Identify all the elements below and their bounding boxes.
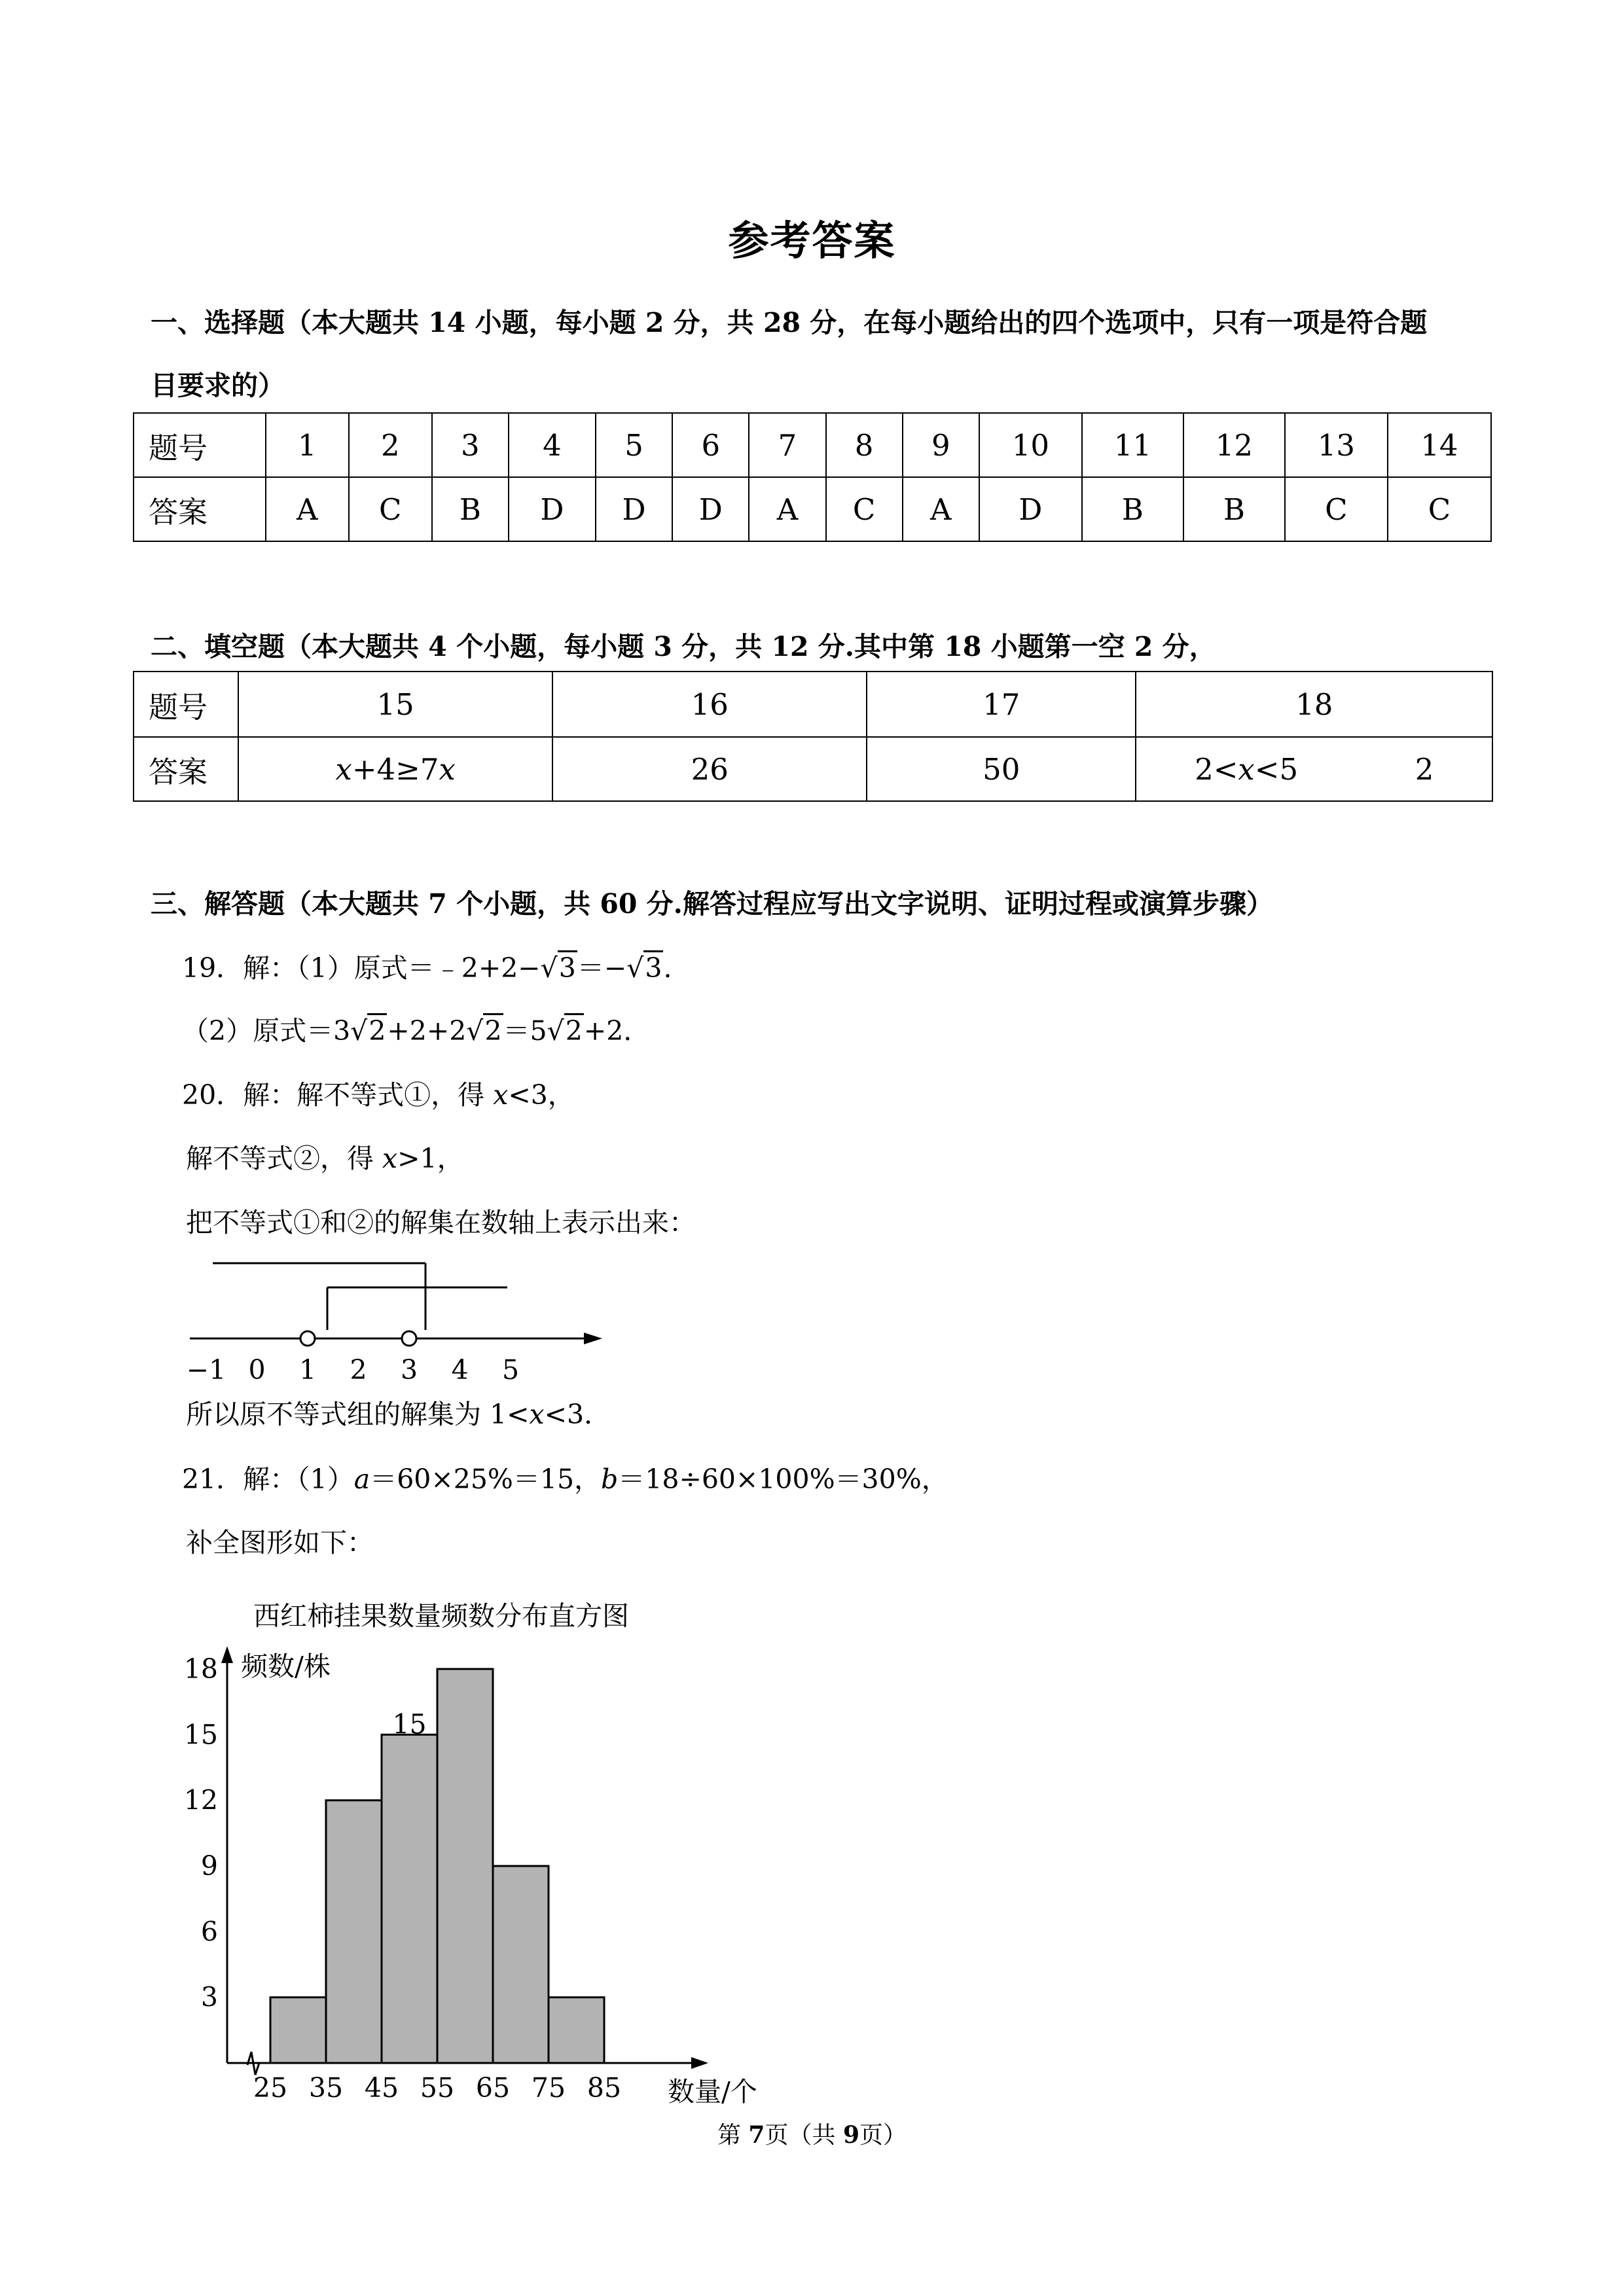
number-line-tick-label: 0	[248, 1354, 266, 1386]
radicand: 3	[558, 950, 577, 984]
q19-text: 19．解：（1）原式＝﹣2+2−	[182, 952, 541, 984]
number-line-figure	[170, 1247, 615, 1397]
y-tick-label: 15	[183, 1719, 218, 1751]
y-tick-label: 12	[183, 1784, 218, 1816]
q21-text: ＝60×25%＝15，	[370, 1463, 602, 1495]
answer-16-cell: 26	[552, 737, 866, 801]
circled-one: ①	[293, 1207, 320, 1238]
question-number-cell: 14	[1388, 413, 1491, 477]
sqrt-2: √2	[547, 1015, 584, 1047]
answer-cell: A	[266, 477, 349, 541]
var-b: b	[601, 1463, 619, 1495]
chart-title: 西红柿挂果数量频数分布直方图	[253, 1600, 629, 1632]
question-number-cell: 10	[979, 413, 1082, 477]
answer-cell: D	[596, 477, 672, 541]
answer-cell: B	[1082, 477, 1183, 541]
section1-heading-line1: 一、选择题（本大题共 14 小题，每小题 2 分，共 28 分，在每小题给出的四个选项中，只有一项是符合题	[151, 307, 1428, 338]
question-number-cell: 4	[509, 413, 596, 477]
var-x: x	[382, 1143, 398, 1174]
number-line-tick-label: 4	[451, 1354, 469, 1386]
number-line-tick-label: 2	[350, 1354, 367, 1386]
circled-two: ②	[293, 1143, 320, 1174]
q19-text: +2+2	[387, 1015, 467, 1047]
footer-text: 第	[717, 2122, 749, 2149]
sqrt-2: √2	[466, 1015, 503, 1047]
q20-text: >1，	[397, 1143, 464, 1174]
radicand: 2	[483, 1013, 503, 1047]
q19-text: ＝−	[577, 952, 627, 984]
fill-answer-row	[134, 737, 1492, 801]
fill-blank-answer-table	[133, 671, 1493, 802]
var-a: a	[353, 1463, 370, 1495]
answer-cell: D	[672, 477, 749, 541]
question-number-cell: 5	[596, 413, 672, 477]
y-axis-arrow-icon	[221, 1646, 233, 1663]
circled-two: ②	[347, 1207, 374, 1238]
page-title: 参考答案	[728, 217, 896, 264]
var-x: x	[529, 1399, 545, 1430]
row-label-answer: 答案	[134, 477, 266, 541]
q20-line3	[186, 1201, 696, 1240]
q19-part1	[182, 946, 672, 985]
sqrt-3: √3	[626, 952, 663, 984]
var-x: x	[439, 751, 456, 787]
question-number-cell: 8	[826, 413, 903, 477]
answer-18-part2: 2	[1415, 751, 1434, 787]
sqrt-2: √2	[350, 1015, 387, 1047]
x-tick-label: 55	[420, 2072, 455, 2104]
choice-number-row	[134, 413, 1491, 477]
q20-text: 把不等式	[186, 1207, 293, 1238]
y-tick-label: 3	[200, 1981, 218, 2013]
q20-text: 所以原不等式组的解集为 1<	[186, 1399, 530, 1430]
question-number-cell: 13	[1285, 413, 1388, 477]
x-tick-label: 35	[308, 2072, 344, 2104]
section3-heading: 三、解答题（本大题共 7 个小题，共 60 分.解答过程应写出文字说明、证明过程或演算步骤）	[151, 888, 1273, 920]
q20-text: ，得	[431, 1079, 494, 1111]
answer-cell: D	[509, 477, 596, 541]
histogram-bar	[270, 1998, 326, 2063]
histogram-bar	[437, 1669, 493, 2063]
question-number-cell: 1	[266, 413, 349, 477]
number-line-tick-label: 3	[400, 1354, 418, 1386]
histogram-bar	[493, 1866, 549, 2063]
answer-cell: C	[1388, 477, 1491, 541]
fill-number-cell: 16	[552, 672, 866, 737]
q20-text: 的解集在数轴上表示出来：	[374, 1207, 696, 1238]
q21-line1	[182, 1458, 948, 1496]
question-number-cell: 6	[672, 413, 749, 477]
chart-y-axis-label: 频数/株	[241, 1651, 331, 1682]
answer-cell: B	[432, 477, 509, 541]
answer-18-text: <5	[1254, 751, 1299, 787]
answer-cell: B	[1183, 477, 1285, 541]
q21-text: ＝18÷60×100%＝30%，	[618, 1463, 948, 1495]
q19-text: +2.	[583, 1015, 632, 1047]
answer-cell: C	[349, 477, 432, 541]
circled-one: ①	[404, 1079, 431, 1111]
histogram-bar	[549, 1998, 604, 2063]
total-pages: 9	[842, 2121, 859, 2149]
row-label-answer: 答案	[134, 737, 238, 801]
answer-18-part1	[1195, 752, 1298, 787]
section2-heading: 二、填空题（本大题共 4 个小题，每小题 3 分，共 12 分.其中第 18 小题第一空 2 分，	[151, 631, 1216, 662]
row-label-number: 题号	[134, 672, 238, 737]
footer-text: 页（共	[765, 2122, 843, 2149]
var-x: x	[1238, 751, 1255, 787]
x-tick-label: 65	[475, 2072, 511, 2104]
number-line-tick-label: 1	[298, 1354, 317, 1386]
var-x: x	[335, 751, 352, 787]
fill-number-cell: 15	[238, 672, 553, 737]
fill-number-cell: 17	[867, 672, 1136, 737]
q20-line2	[186, 1137, 464, 1175]
answer-cell: C	[1285, 477, 1388, 541]
radicand: 2	[367, 1013, 387, 1047]
y-tick-label: 18	[183, 1653, 218, 1685]
radicand: 3	[643, 950, 663, 984]
question-number-cell: 11	[1082, 413, 1183, 477]
sqrt-3: √3	[541, 952, 577, 984]
answer-18-text: 2<	[1195, 751, 1238, 787]
bar-data-label: 15	[392, 1708, 427, 1740]
page-number: 7	[748, 2121, 765, 2149]
question-number-cell: 7	[749, 413, 825, 477]
q20-text: <3，	[508, 1079, 575, 1111]
number-line-tick-label: 5	[501, 1354, 520, 1386]
answer-cell: A	[749, 477, 825, 541]
answer-18-cell	[1136, 737, 1492, 801]
fill-number-row	[134, 672, 1492, 737]
question-number-cell: 12	[1183, 413, 1285, 477]
answer-17-cell: 50	[867, 737, 1136, 801]
open-point-icon	[402, 1331, 416, 1346]
choice-answer-row	[134, 477, 1491, 541]
answer-15-cell	[238, 737, 553, 801]
axis-arrow-icon	[584, 1333, 602, 1344]
q21-text: 21．解：（1）	[182, 1463, 354, 1495]
y-tick-label: 9	[200, 1850, 218, 1882]
x-axis-arrow-icon	[691, 2057, 708, 2069]
q21-line2: 补全图形如下：	[186, 1527, 374, 1558]
page-footer	[0, 2117, 1624, 2150]
number-line-tick-label: −1	[186, 1354, 226, 1386]
x-tick-label: 25	[253, 2072, 288, 2104]
var-x: x	[493, 1079, 509, 1111]
q19-text: ＝5	[503, 1015, 547, 1047]
histogram-bar	[326, 1801, 382, 2063]
answer-15-text: +4≥7	[352, 751, 439, 787]
x-tick-label: 45	[364, 2072, 399, 2104]
q19-text: （2）原式＝3	[182, 1015, 351, 1047]
q20-text: 和	[320, 1207, 347, 1238]
section1-heading-line2: 目要求的）	[151, 370, 285, 401]
row-label-number: 题号	[134, 413, 266, 477]
q20-text: 解不等式	[186, 1143, 293, 1174]
q20-conclusion	[186, 1393, 592, 1431]
q20-text: <3.	[544, 1399, 593, 1430]
histogram-bar	[382, 1734, 437, 2063]
y-tick-label: 6	[200, 1916, 218, 1948]
q19-text: .	[663, 952, 672, 984]
choice-answer-table	[133, 412, 1492, 542]
radicand: 2	[564, 1013, 584, 1047]
answer-cell: D	[979, 477, 1082, 541]
x-tick-label: 75	[531, 2072, 566, 2104]
fill-number-cell: 18	[1136, 672, 1492, 737]
question-number-cell: 3	[432, 413, 509, 477]
open-point-icon	[300, 1331, 315, 1346]
q19-part2	[182, 1009, 632, 1048]
footer-text: 页）	[859, 2122, 907, 2149]
q20-text: ，得	[320, 1143, 383, 1174]
answer-cell: A	[903, 477, 979, 541]
question-number-cell: 9	[903, 413, 979, 477]
x-tick-label: 85	[586, 2072, 622, 2104]
q20-text: 20．解：解不等式	[182, 1079, 405, 1111]
histogram-chart	[151, 1571, 805, 2114]
question-number-cell: 2	[349, 413, 432, 477]
chart-x-axis-label: 数量/个	[668, 2076, 757, 2108]
q20-line1	[182, 1073, 575, 1112]
answer-cell: C	[826, 477, 903, 541]
